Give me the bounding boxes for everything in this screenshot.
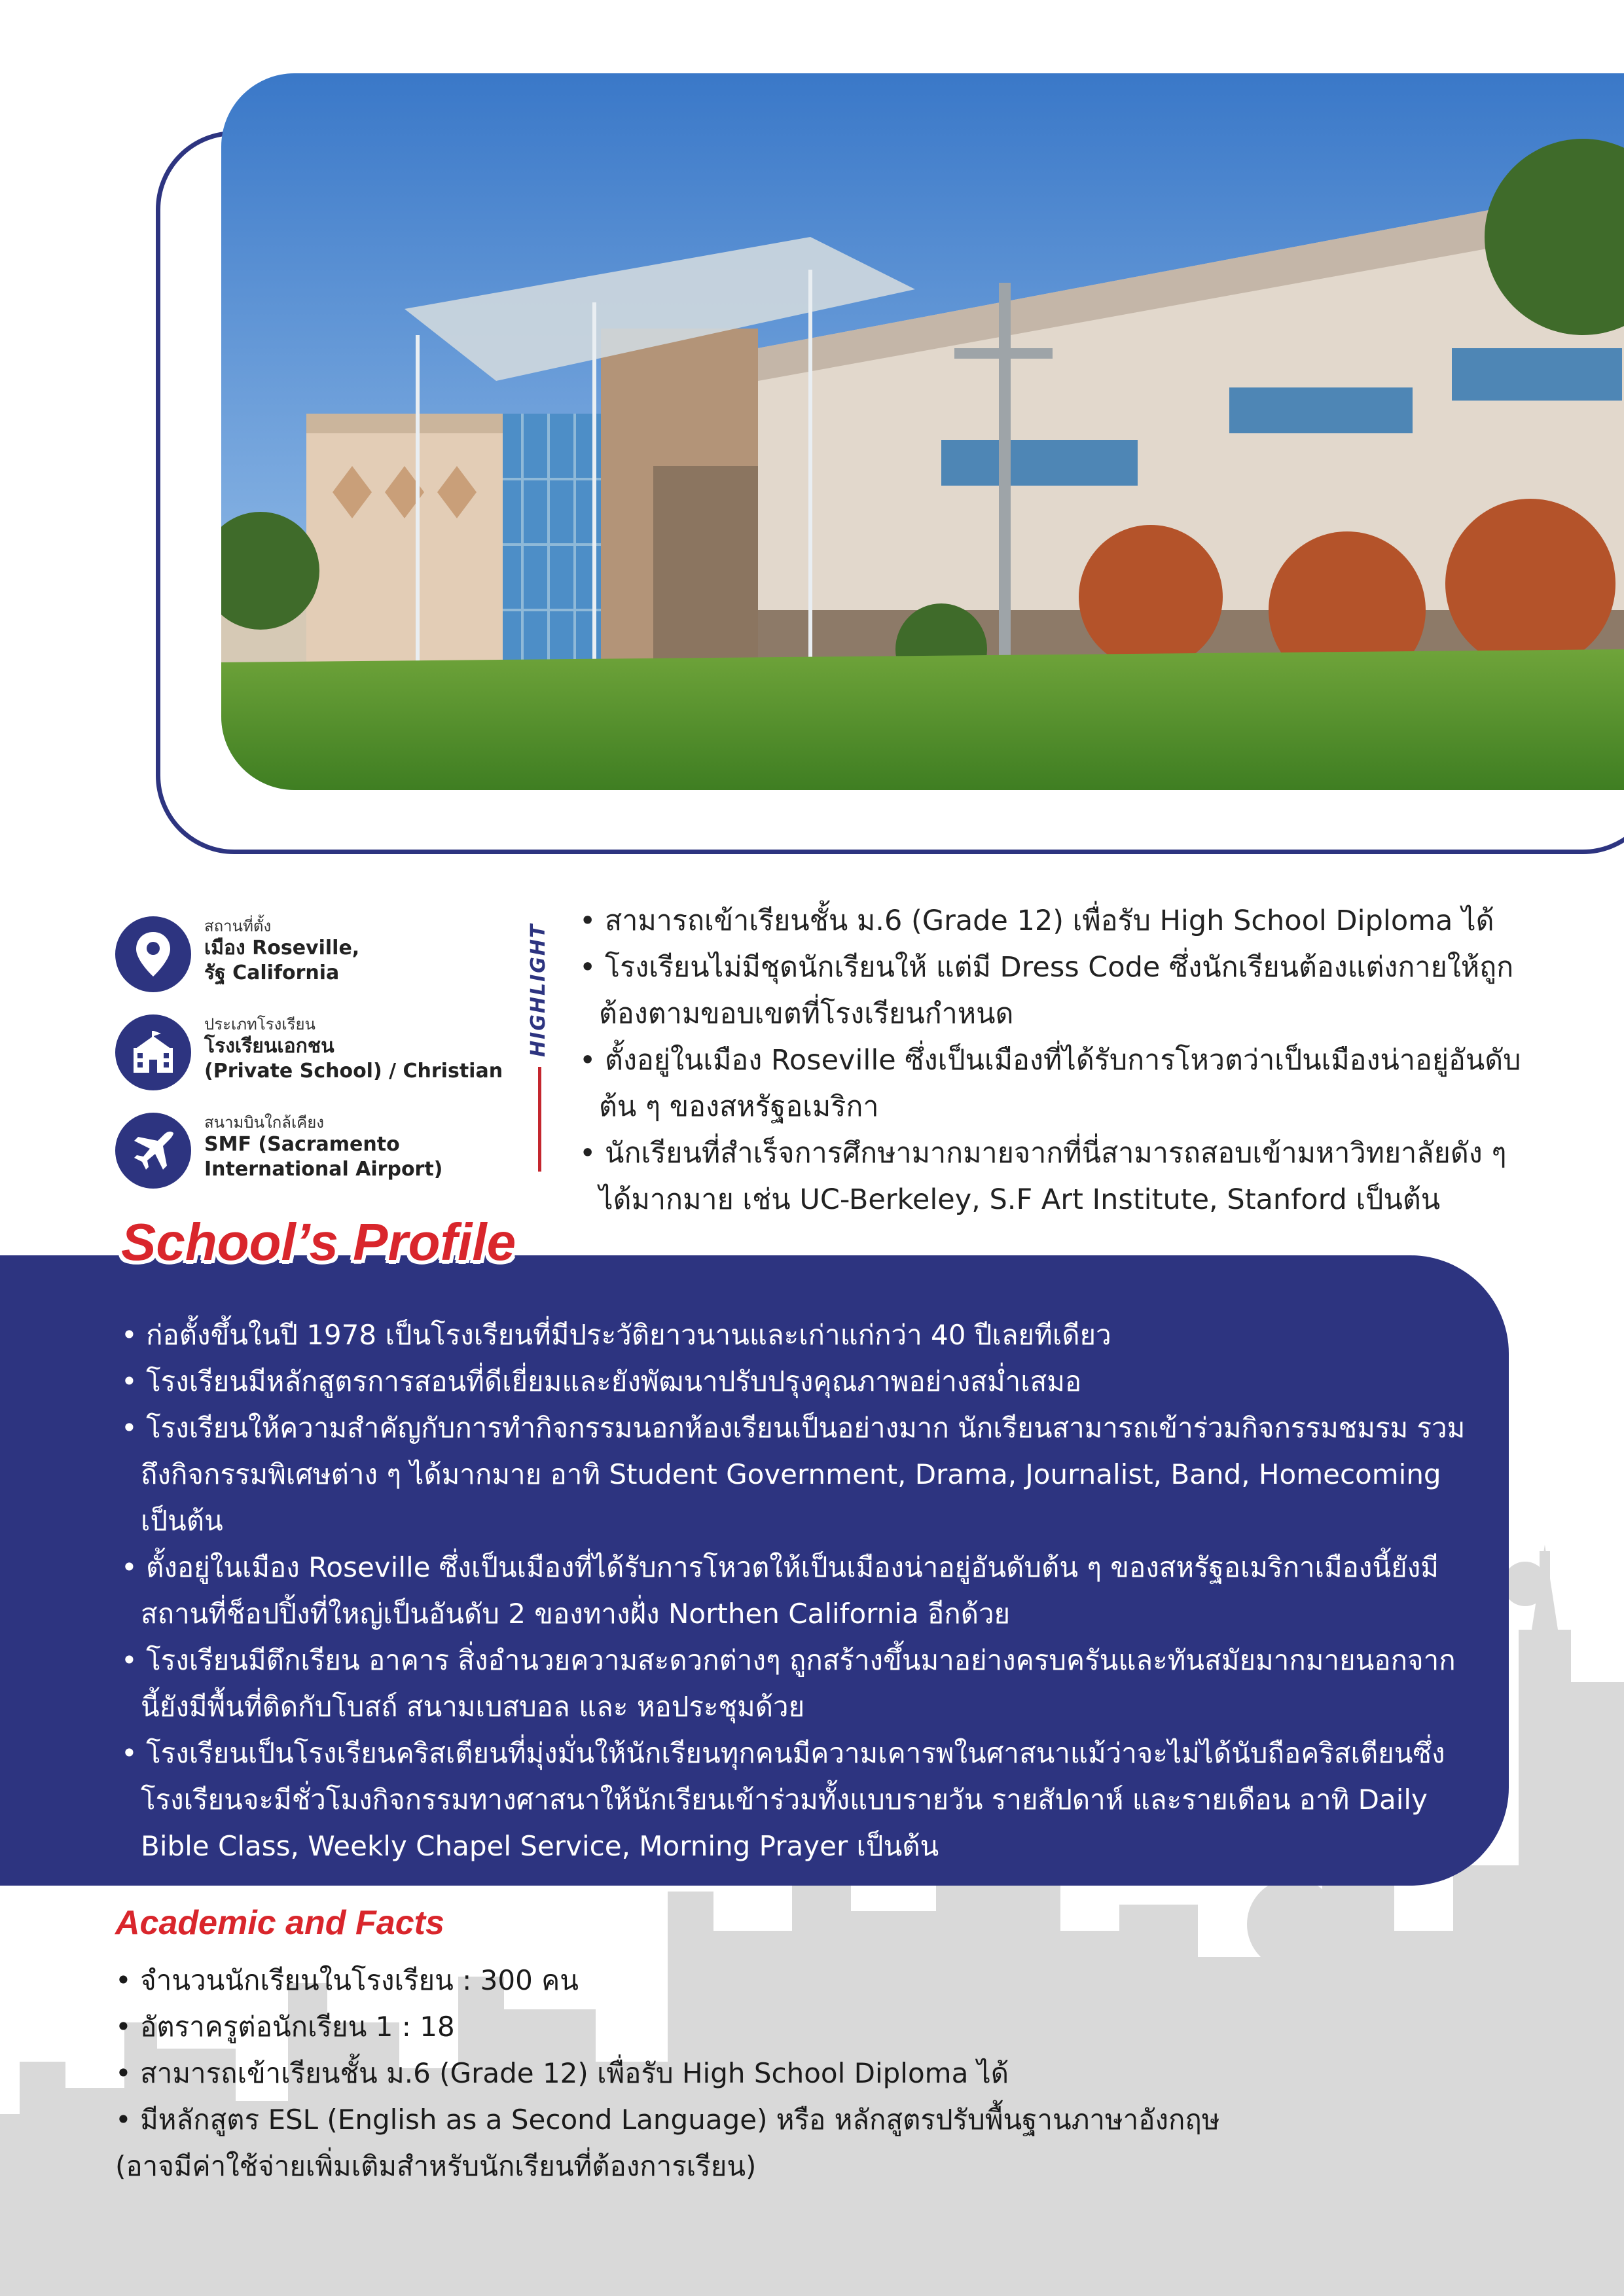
- highlight-divider: [538, 1067, 541, 1172]
- facts-item: • มีหลักสูตร ESL (English as a Second Language) หรือ หลักสูตรปรับพื้นฐานภาษาอังกฤษ: [115, 2096, 1555, 2143]
- profile-item: • ตั้งอยู่ในเมือง Roseville ซึ่งเป็นเมืองที่ได้รับการโหวตให้เป็นเมืองน่าอยู่อันดับต้น ๆ ของสหรัฐอเมริกาเมืองนี้ยังมีสถานที่ช็อปปิ้งที่ใหญ่เป็นอันดับ 2 ของทางฝั่ง Northen California อีกด้วย: [121, 1544, 1470, 1637]
- map-pin-icon: [115, 916, 191, 992]
- location-line1: เมือง Roseville,: [204, 937, 360, 960]
- profile-item: • โรงเรียนเป็นโรงเรียนคริสเตียนที่มุ่งมั่นให้นักเรียนทุกคนมีความเคารพในศาสนาแม้ว่าจะไม่ได้นับถือคริสเตียนซึ่งโรงเรียนจะมีชั่วโมงกิจกรรมทางศาสนาให้นักเรียนเข้าร่วมทั้งแบบรายวัน รายสัปดาห์ และรายเดือน อาทิ Daily Bible Class, Weekly Chapel Service, Morning Prayer เป็นต้น: [121, 1730, 1470, 1869]
- airport-line1: SMF (Sacramento: [204, 1133, 400, 1156]
- facts-title: Academic and Facts: [115, 1904, 444, 1942]
- highlight-item: • ตั้งอยู่ในเมือง Roseville ซึ่งเป็นเมืองที่ได้รับการโหวตว่าเป็นเมืองน่าอยู่อันดับต้น ๆ ของสหรัฐอเมริกา: [579, 1037, 1528, 1130]
- highlight-item: • โรงเรียนไม่มีชุดนักเรียนให้ แต่มี Dress Code ซึ่งนักเรียนต้องแต่งกายให้ถูกต้องตามขอบเขตที่โรงเรียนกำหนด: [579, 944, 1528, 1037]
- profile-item: • โรงเรียนให้ความสำคัญกับการทำกิจกรรมนอกห้องเรียนเป็นอย่างมาก นักเรียนสามารถเข้าร่วมกิจกรรมชมรม รวมถึงกิจกรรมพิเศษต่าง ๆ ได้มากมาย อาทิ Student Government, Drama, Journalist, Band, Homecoming เป็นต้น: [121, 1405, 1470, 1544]
- location-small-label: สถานที่ตั้ง: [204, 917, 272, 935]
- facts-item: • จำนวนนักเรียนในโรงเรียน : 300 คน: [115, 1957, 1555, 2003]
- school-type-small-label: ประเภทโรงเรียน: [204, 1015, 316, 1033]
- profile-title: School’s Profile: [121, 1213, 516, 1271]
- location-line2: รัฐ California: [204, 961, 340, 984]
- profile-item: • โรงเรียนมีหลักสูตรการสอนที่ดีเยี่ยมและยังพัฒนาปรับปรุงคุณภาพอย่างสม่ำเสมอ: [121, 1358, 1470, 1405]
- highlight-item: • นักเรียนที่สำเร็จการศึกษามากมายจากที่นี่สามารถสอบเข้ามหาวิทยาลัยดัง ๆ ได้มากมาย เช่น UC-Berkeley, S.F Art Institute, Stanford เป็นต้น: [579, 1130, 1528, 1223]
- facts-note: (อาจมีค่าใช้จ่ายเพิ่มเติมสำหรับนักเรียนที่ต้องการเรียน): [115, 2150, 757, 2182]
- school-building-photo: [221, 73, 1624, 790]
- profile-item: • โรงเรียนมีตึกเรียน อาคาร สิ่งอำนวยความสะดวกต่างๆ ถูกสร้างขึ้นมาอย่างครบครันและทันสมัยมากมายนอกจากนี้ยังมีพื้นที่ติดกับโบสถ์ สนามเบสบอล และ หอประชุมด้วย: [121, 1637, 1470, 1730]
- facts-list: [115, 1957, 1555, 2189]
- profile-panel: [0, 1255, 1509, 1886]
- school-building-icon: [115, 1014, 191, 1090]
- highlights-list: [579, 898, 1528, 1223]
- airplane-icon: [115, 1113, 191, 1189]
- highlight-item: • สามารถเข้าเรียนชั้น ม.6 (Grade 12) เพื่อรับ High School Diploma ได้: [579, 898, 1528, 944]
- facts-item: • สามารถเข้าเรียนชั้น ม.6 (Grade 12) เพื่อรับ High School Diploma ได้: [115, 2050, 1555, 2096]
- profile-item: • ก่อตั้งขึ้นในปี 1978 เป็นโรงเรียนที่มีประวัติยาวนานและเก่าแก่กว่า 40 ปีเลยทีเดียว: [121, 1312, 1470, 1358]
- highlight-label: HIGHLIGHT: [527, 923, 550, 1057]
- school-type-line2: (Private School) / Christian: [204, 1060, 503, 1083]
- facts-item: • อัตราครูต่อนักเรียน 1 : 18: [115, 2003, 1555, 2050]
- school-type-line1: โรงเรียนเอกชน: [204, 1035, 334, 1058]
- airport-small-label: สนามบินใกล้เคียง: [204, 1113, 324, 1132]
- airport-line2: International Airport): [204, 1158, 443, 1181]
